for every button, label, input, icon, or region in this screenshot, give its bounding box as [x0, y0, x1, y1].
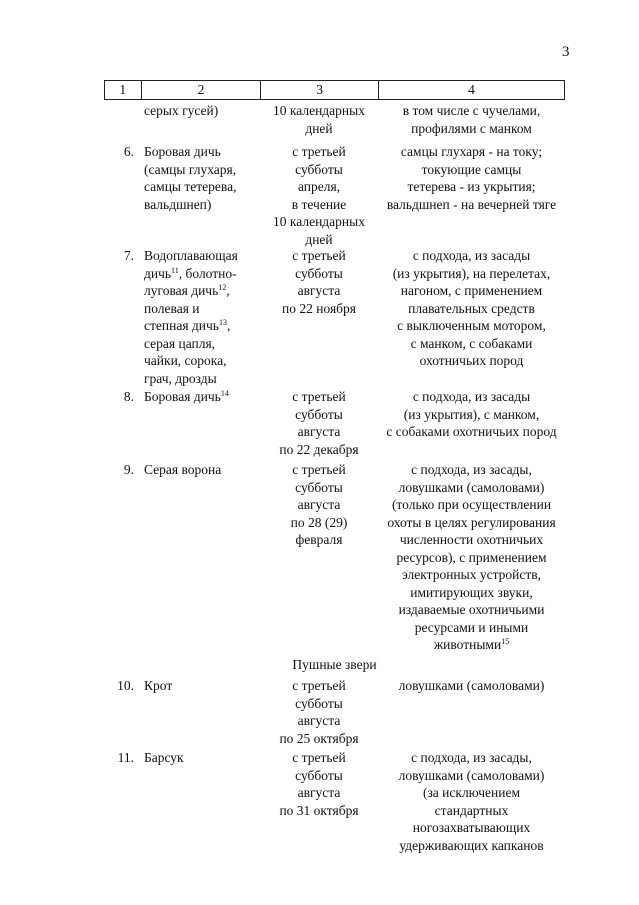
game-name: серых гусей): [144, 103, 219, 118]
row-number: 7.: [123, 248, 134, 263]
header-col-1: 1: [104, 81, 141, 99]
hunting-method: в том числе с чучелами, профилями с манком: [402, 103, 541, 136]
section-title: Пушные звери: [292, 657, 377, 672]
game-name-text: Боровая дичь: [144, 389, 221, 404]
table-row: [104, 749, 565, 854]
hunting-method: ловушками (самоловами): [398, 678, 545, 693]
header-col-3: 3: [260, 81, 378, 99]
table-row: [104, 247, 565, 387]
row-number: 10.: [117, 678, 134, 693]
row-number: 6.: [123, 144, 134, 159]
footnote-ref: 12: [218, 283, 227, 292]
hunting-method: с подхода, из засады, ловушками (самоловами) (за исключением стандартных ногозахватывающих удерживающих капканов: [398, 750, 545, 853]
game-name: Барсук: [144, 750, 184, 765]
row-number: [104, 102, 140, 137]
game-name: Боровая дичь (самцы глухаря, самцы тетерева, вальдшнеп): [144, 144, 237, 212]
table-row: [104, 388, 565, 458]
hunting-period: с третьей субботы августа по 25 октября: [279, 678, 359, 746]
hunting-period: с третьей субботы августа по 22 ноября: [282, 248, 356, 316]
game-name: [140, 388, 260, 458]
game-name-part: , болотно- луговая дичь: [144, 265, 237, 298]
hunting-period: с третьей субботы августа по 31 октября: [279, 750, 359, 818]
game-name: [140, 247, 260, 387]
row-number: 9.: [123, 462, 134, 477]
table-row: [104, 677, 565, 747]
game-name-part: Водоплавающая дичь: [144, 248, 238, 281]
page-number: 3: [562, 44, 570, 60]
row-number: 11.: [117, 750, 134, 765]
hunting-period: 10 календарных дней: [273, 103, 365, 136]
hunting-period: с третьей субботы августа по 28 (29) февраля: [290, 462, 348, 547]
game-name: Серая ворона: [144, 462, 222, 477]
row-number: 8.: [123, 389, 134, 404]
table-header: [104, 80, 565, 100]
hunting-method: с подхода, из засады (из укрытия), с манком, с собаками охотничьих пород: [386, 389, 557, 439]
header-col-2: 2: [141, 81, 261, 99]
hunting-period: с третьей субботы апреля, в течение 10 календарных дней: [273, 144, 365, 247]
footnote-ref: 14: [220, 389, 229, 398]
table-row: [104, 461, 565, 654]
table-row: [104, 143, 565, 248]
game-name-part: , полевая и степная дичь: [144, 283, 230, 333]
hunting-method: с подхода, из засады (из укрытия), на перелетах, нагоном, с применением плавательных средств с выключенным мотором, с манком, с собаками охотничьих пород: [392, 248, 551, 368]
footnote-ref: 13: [218, 318, 227, 327]
hunting-method: самцы глухаря - на току; токующие самцы тетерева - из укрытия; вальдшнеп - на вечерней тяге: [386, 144, 557, 212]
table-row: [104, 102, 565, 137]
game-name-part: , серая цапля, чайки, сорока, грач, дрозды: [144, 318, 231, 386]
hunting-method-text: с подхода, из засады, ловушками (самоловами) (только при осуществлении охоты в целях регулирования численности охотничьих ресурсов), с применением электронных устройств, имитирующих звуки, издаваемые охотничьими ресурсами и иными животными: [387, 462, 556, 652]
header-col-4: 4: [378, 81, 565, 99]
hunting-method: [378, 461, 565, 654]
hunting-period: с третьей субботы августа по 22 декабря: [279, 389, 359, 457]
footnote-ref: 11: [171, 265, 179, 275]
footnote-ref: 15: [501, 637, 510, 646]
game-name: Крот: [144, 678, 173, 693]
